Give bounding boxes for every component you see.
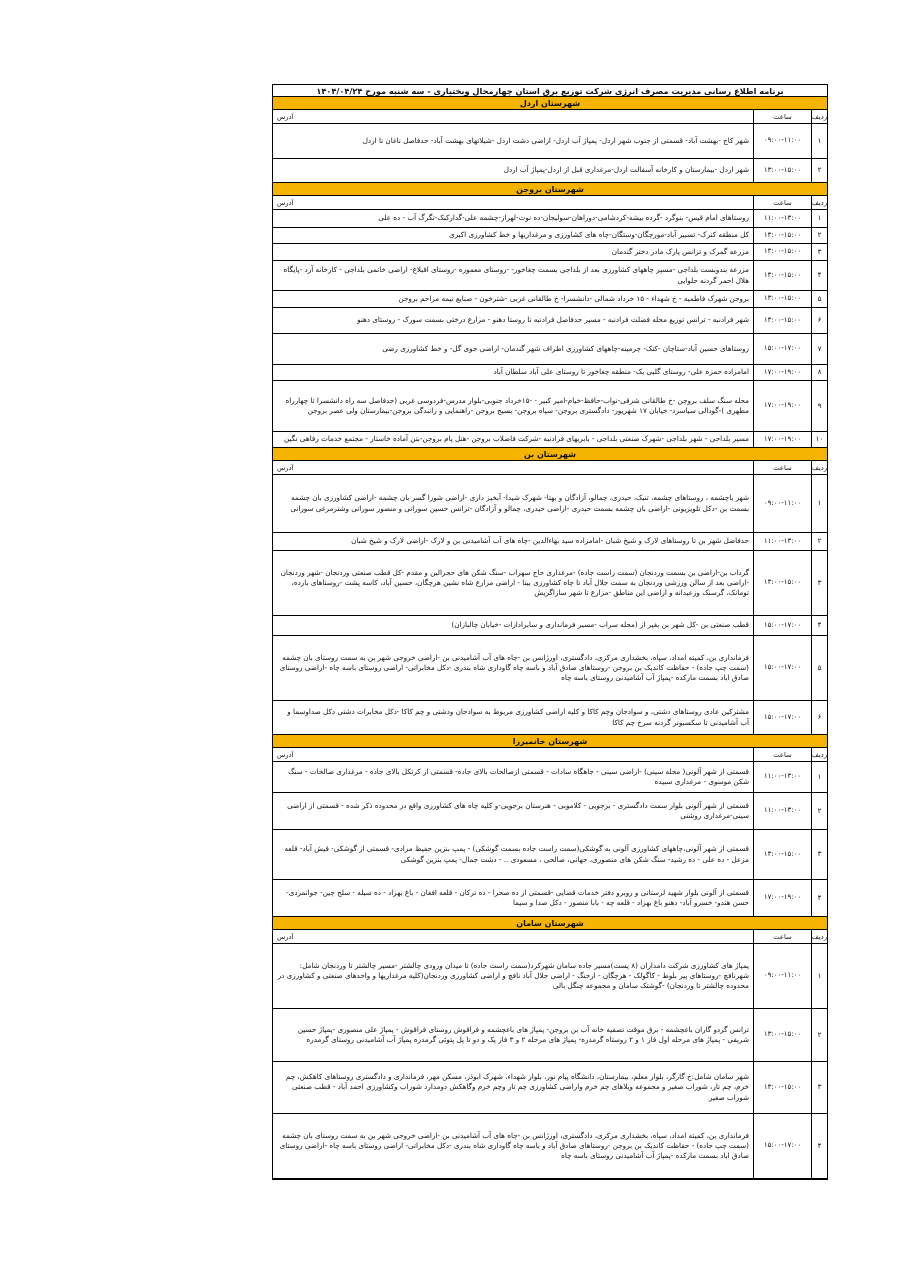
outage-time: ۱۷:۰۰-۱۹:۰۰ (753, 365, 811, 380)
row-number: ۸ (811, 365, 827, 380)
table-row (273, 880, 827, 917)
outage-time: ۰۹:۰۰-۱۱:۰۰ (753, 944, 811, 1008)
row-number: ۴ (811, 880, 827, 916)
outage-time: ۱۳:۰۰-۱۵:۰۰ (753, 159, 811, 182)
table-row (273, 291, 827, 308)
outage-address: امامزاده حمزه علی- روستای گلیی بک- منطقه چغاخور تا روستای علی آباد سلطان آباد (493, 367, 749, 377)
outage-time: ۱۳:۰۰-۱۵:۰۰ (753, 308, 811, 333)
outage-address: کل منطقه کنرک- تسبیر آباد-مورچگان-وستگان-چاه های کشاورزی و مرغداریها و خط کشاورزی اکبری (448, 230, 749, 240)
row-number: ۳ (811, 551, 827, 615)
outage-time: ۱۱:۰۰-۱۳:۰۰ (753, 210, 811, 227)
table-row (273, 261, 827, 291)
row-number: ۵ (811, 636, 827, 700)
row-number: ۳ (811, 1062, 827, 1113)
outage-time: ۱۳:۰۰-۱۵:۰۰ (753, 291, 811, 307)
table-row (273, 701, 827, 735)
row-number: ۴ (811, 1114, 827, 1178)
table-row (273, 1009, 827, 1062)
outage-time: ۱۷:۰۰-۱۹:۰۰ (753, 880, 811, 916)
outage-time: ۱۳:۰۰-۱۵:۰۰ (753, 261, 811, 290)
outage-time: ۱۳:۰۰-۱۵:۰۰ (753, 551, 811, 615)
page-title: برنامه اطلاع رسانی مدیریت مصرف انرژی شرکت توزیع برق استان چهارمحال وبختیاری - سه شنبه مورخ ۱۴۰۴/۰۴/۲۴ (273, 85, 827, 97)
row-number: ۲ (811, 1009, 827, 1061)
county-header: شهرستان بروجن (273, 183, 827, 196)
outage-address: شهر اردل -بیمارستان و کارخانه آسفالت اردل-مرغداری قبل از اردل-پمپاژ آب اردل (503, 165, 749, 175)
row-number: ۶ (811, 701, 827, 734)
county-header: شهرستان سامان (273, 917, 827, 930)
county-section (273, 183, 827, 448)
outage-address: فرمانداری بن، کمیته امداد، سپاه، بخشداری مرکزی، دادگستری، اورژانس بن -چاه های آب آشامیدنی بن -اراضی خروجی شهر بن به سمت روستای بان چشمه (سمت چپ جاده) - حفاظت کاندیک بن بروجن -روستاهای صادق آباد و باسه چاه گاوداری شاه بندری -دکل مخابراتی- اراضی روستای باسه چاه -اراضی روستای صادق اباد بسمت مارکده -پمپاژ آب آشامیدنی روستای باسه چاه (279, 652, 749, 683)
outage-address: شهر فرادنبه - ترانس توزیع محله فضلت فرادنبه - مسیر حدفاصل فرادنبه تا روستا دهنو - مزارع درختی بسمت سورک - روستای دهنو (357, 315, 749, 325)
table-row (273, 334, 827, 365)
table-row (273, 616, 827, 636)
row-number-header: ردیف (811, 748, 827, 761)
county-sections (273, 97, 827, 1179)
outage-address: قطب صنعتی بن -کل شهر بن بغیر از (محله سراب -مسیر فرمانداری و سابرادارات -خیابان چالبازان) (451, 620, 749, 630)
outage-time: ۱۱:۰۰-۱۳:۰۰ (753, 762, 811, 792)
address-header: آدرس (277, 463, 294, 472)
outage-address: قسمتی از آلونی بلوار شهید لرستانی و روبرو دفتر خدمات قضایی -قسمتی از ده صحرا - ده ترکان - قلعه افغان - باغ بهزاد - ده سیله - سلح چین- جوانمردی- حسن هتدو- خسرو آباد- دهنو باغ بهزاد - قلعه چه - بابا منصور - دکل صدا و سیما (286, 887, 749, 907)
outage-address: محله سنگ سلف بروجن -خ طالقانی شرقی-نواب-حافظ-خیام-امیر کبیر - -۱۵خرداد جنوبی-بلوار مدرس-فردوسی غربی (حدفاصل سه راه دانشسرا تا چهارراه مطهری )-گودالی سیاسرد- خیابان ۱۷ شهریور- دادگستری بروجن- سپاه بروجن- بسیج بروجن -راهنمایی و رانندگی بروجن-بیمارستان ولی عصر بروجن (285, 395, 749, 415)
outage-address: شهر کاج -بهشت آباد- قسمتی از جنوب شهر اردل- پمپاژ آب اردل- اراضی دشت اردل -شیلاتهای بهشت آباد- حدفاصل ناغان تا اردل (362, 135, 749, 145)
table-row (273, 228, 827, 244)
time-header: ساعت (753, 110, 811, 123)
row-number-header: ردیف (811, 196, 827, 209)
table-row (273, 159, 827, 183)
column-header-row (273, 110, 827, 124)
row-number: ۱ (811, 210, 827, 227)
row-number: ۴ (811, 616, 827, 635)
row-number-header: ردیف (811, 461, 827, 474)
address-header: آدرس (277, 932, 294, 941)
row-number: ۳ (811, 244, 827, 260)
address-header: آدرس (277, 198, 294, 207)
schedule-table (272, 84, 828, 1180)
outage-address: مزرعه بندوبست بلداجی -مسیر چاههای کشاورزی بعد از بلداجی بسمت چغاخور- -روستای معموره -روستای اقبلاغ- اراضی خاتمی بلداجی - کارخانه آرد -پایگاه هلال احمر گردنه حلوایی (283, 265, 749, 285)
outage-address: بروجن شهرک فاطمیه - خ شهداء - ۱۵ خرداد شمالی -دانشسرا- خ طالقانی غربی -شترخون - صنایع نیمه مزاحم بروجن (398, 293, 749, 303)
outage-time: ۱۳:۰۰-۱۵:۰۰ (753, 1009, 811, 1061)
table-row (273, 830, 827, 880)
county-header: شهرستان خانمیرزا (273, 735, 827, 748)
outage-address: قسمتی از شهر آلونی بلوار سمت دادگستری - برجویی - کلاموبی - هنرستان برجویی-و کلیه چاه های کشاورزی واقع در محدوده ذکر شده - قسمتی از اراضی سینی-مرغداری روشنی (287, 800, 749, 820)
outage-time: ۱۳:۰۰-۱۵:۰۰ (753, 228, 811, 243)
table-row (273, 308, 827, 334)
outage-time: ۰۹:۰۰-۱۱:۰۰ (753, 124, 811, 158)
outage-address: روستاهای حسین آباد-ستاچان -کنک- چرمینه-چاههای کشاورزی اطراف شهر گندمان- اراضی جوی گل- و خط کشاورزی رضی (382, 343, 749, 353)
county-section (273, 917, 827, 1179)
table-row (273, 762, 827, 793)
outage-time: ۱۵:۰۰-۱۷:۰۰ (753, 334, 811, 364)
county-header: شهرستان اردل (273, 97, 827, 110)
table-row (273, 636, 827, 701)
column-header-row (273, 748, 827, 762)
outage-address: ترانس گردو گاران باغچشمه - برق موقت تصفیه خانه آب بن بروجن- پمپاژ های باغچشمه و فراقوش روستای فراقوش - پمپاژ علی منصوری -پمپاژ حسین شریفی - پمپاژ های مرحله اول فاز ۱ و ۲ روستاه گرمدره- پمپاژ های مرحله ۲ و ۳ فاز یک و دو تا پل پتوئی گرمدره پمپاژ آب آشامیدنی روستای گرمدره (297, 1024, 749, 1044)
row-number: ۱ (811, 762, 827, 792)
outage-time: ۱۵:۰۰-۱۷:۰۰ (753, 636, 811, 700)
outage-address: قسمتی از شهر آلونی،چاههای کشاورزی آلونی به گوشکی(سمت راست جاده بسمت گوشکی) - پمپ بنزین حفیظ مرادی- قسمتی از گوشکی- قیش آباد- قلعه مزعل - ده علی - ده رشید- سنگ شکن های منصوری، جهانی، صالحی ، مسعودی .. - دشت جمال- پمپ بنزین گوشکی (284, 844, 749, 864)
table-row (273, 475, 827, 533)
column-header-row (273, 930, 827, 944)
row-number: ۱ (811, 475, 827, 532)
row-number: ۲ (811, 533, 827, 550)
row-number: ۳ (811, 830, 827, 879)
row-number: ۵ (811, 291, 827, 307)
table-row (273, 1062, 827, 1114)
row-number: ۷ (811, 334, 827, 364)
row-number: ۱ (811, 124, 827, 158)
row-number: ۶ (811, 308, 827, 333)
outage-address: قسمتی از شهر آلونی( محله سینی) -اراضی سینی - جاهگاه سادات - قسمتی ازصالحات بالای جاده- قسمتی از کرتکل بالای جاده - مرغداری صالحات - سنگ شکن موسوی - مرغداری سبیده (288, 766, 749, 786)
outage-time: ۱۷:۰۰-۱۹:۰۰ (753, 432, 811, 447)
table-row (273, 944, 827, 1009)
outage-address: شهر باچشمه ، روستاهای چشمه، تنبک، حیدری، چمالو، آزادگان و بهتا- شهرک شیدا- آبخیز داری -اراضی شورا گسر بان چشمه -اراضی کشاورزی بان چشمه بسمت بن -دکل تلویزیونی -اراضی بان چشمه بسمت حیدری -اراضی حیدری، چمالو و آزادگان -ترانس حسین سورانی و منصور سورانی وشترمرغی سورانی (290, 493, 749, 513)
table-row (273, 244, 827, 261)
county-section (273, 735, 827, 917)
table-row (273, 365, 827, 381)
table-row (273, 793, 827, 830)
table-row (273, 533, 827, 551)
outage-time: ۱۳:۰۰-۱۵:۰۰ (753, 830, 811, 879)
outage-address: پمپاژ های کشاورزی شرکت دامداران (۸ پست)مسیر جاده سامان شهرکرد(سمت راست جاده) تا میدان ورودی چالشتر -مسیر چالشتر تا وردنجان شامل: شهرنافچ -روستاهای پیر بلوط - کاگولک - هرچگان - ارجنگ - اراضی جلال آباد نافچ و اراضی کشاورزی وردنجان(کلیه مرغداریها و واحدهای صنعتی و کشاورزی در محدوده چالشتر تا وردنجان) -گوشتک سامان و مجموعه چنگل بالی (277, 960, 749, 991)
row-number-header: ردیف (811, 110, 827, 123)
outage-address: مشترکین عادی روستاهای دشتی، و سوادجان وچم کاکا و کلیه اراضی کشاورزی مربوط به سوادجان ودشتی و چم کاکا -دکل مخابرات دشتی دکل صداوسما و آب آشامیدنی تا سکسبونر گردنه سرخ چم کاکا (287, 707, 749, 727)
table-row (273, 381, 827, 432)
county-section (273, 448, 827, 735)
outage-address: مزرعه گمرک و ترانس پارک مادر دختر گندمان (611, 246, 749, 256)
time-header: ساعت (753, 196, 811, 209)
row-number: ۲ (811, 228, 827, 243)
outage-address: شهر سامان شامل:خ گارگر، بلوار معلم، بیمارستان، دانشگاه پیام نور، بلوار شهداء، شهرک ابوذر، مسکن مهر، فرمانداری و دادگستری روستاهای کاهکش، چم خرم، چم تار، شوراب صغیر و مجموعه ویلاهای چم خرم واراضی کشاورزی چم تار وچم خرم وگاهکش دومدارد شوراب وکشاورزی احمد آباد - قطب صنعتی شوراب صغیر (285, 1072, 749, 1102)
column-header-row (273, 461, 827, 475)
table-row (273, 551, 827, 616)
row-number: ۲ (811, 159, 827, 182)
outage-address: روستاهای امام قیس- بنوگرد -گرده بیشه-کردشامی-دوراهان-سولیجان-ده نوت-لهراز-چشمه علی-گدارکبک-تگرگ آب - ده علی (378, 213, 749, 223)
column-header-row (273, 196, 827, 210)
outage-address: مسیر بلداجی - شهر بلداجی -شهرک صنعتی بلداجی - بابریهای فرادنبه -شرکت فاضلاب بروجن -هتل پام بروجن-بتن آماده خاستار - مجتمع خدمات رفاهی نگین (284, 434, 749, 444)
outage-time: ۱۱:۰۰-۱۳:۰۰ (753, 793, 811, 829)
outage-time: ۰۹:۰۰-۱۱:۰۰ (753, 475, 811, 532)
row-number: ۱ (811, 944, 827, 1008)
table-row (273, 210, 827, 228)
outage-time: ۱۷:۰۰-۱۹:۰۰ (753, 381, 811, 431)
address-header: آدرس (277, 112, 294, 121)
county-header: شهرستان بن (273, 448, 827, 461)
outage-address: حدفاصل شهر بن تا روستاهای لارک و شیخ شبان -امامزاده سید بهاءالدین -چاه های آب آشامیدنی بن و لارک -اراضی لارک و شیخ شبان (351, 536, 749, 546)
row-number: ۹ (811, 381, 827, 431)
row-number: ۴ (811, 261, 827, 290)
outage-address: گرداب بن-اراضی بن بسمت وردنجان (سمت راست جاده) -مرغداری حاج سهراب -سنگ شکن های حجرالبن و مقدم -کل قطب صنعتی وردنجان -شهر وردنجان -اراضی بعد از سالن ورزشی وردنجان به سمت جلال آباد تا چاه کشاورزی بینا - اراضی مزارع شاه نشین هرچگان، حسین آباد، کاسه پشت -روستاهای بارده، تومانک، گرسنک وزعیدانه و اراضی این مناطق -مزارع تا شهر سازاگریش (280, 567, 749, 598)
outage-time: ۱۱:۰۰-۱۳:۰۰ (753, 533, 811, 550)
table-row (273, 432, 827, 448)
time-header: ساعت (753, 930, 811, 943)
outage-time: ۱۳:۰۰-۱۵:۰۰ (753, 1062, 811, 1113)
time-header: ساعت (753, 748, 811, 761)
outage-address: فرمانداری بن، کمیته امداد، سپاه، بخشداری مرکزی، دادگستری، اورژانس بن -چاه های آب آشامیدنی بن -اراضی خروجی شهر بن به سمت روستای بان چشمه (سمت چپ جاده) - حفاظت کاندیک بن بروجن -روستاهای صادق آباد و باسه چاه گاوداری شاه بندری -دکل مخابراتی- اراضی روستای باسه چاه -اراضی روستای صادق اباد بسمت مارکده -پمپاژ آب آشامیدنی روستای باسه چاه (279, 1130, 749, 1161)
row-number: ۲ (811, 793, 827, 829)
outage-time: ۱۵:۰۰-۱۷:۰۰ (753, 701, 811, 734)
outage-time: ۱۵:۰۰-۱۷:۰۰ (753, 1114, 811, 1178)
outage-time: ۱۵:۰۰-۱۷:۰۰ (753, 616, 811, 635)
address-header: آدرس (277, 750, 294, 759)
outage-time: ۱۳:۰۰-۱۵:۰۰ (753, 244, 811, 260)
county-section (273, 97, 827, 183)
table-row (273, 124, 827, 159)
time-header: ساعت (753, 461, 811, 474)
row-number-header: ردیف (811, 930, 827, 943)
table-row (273, 1114, 827, 1179)
row-number: ۱۰ (811, 432, 827, 447)
